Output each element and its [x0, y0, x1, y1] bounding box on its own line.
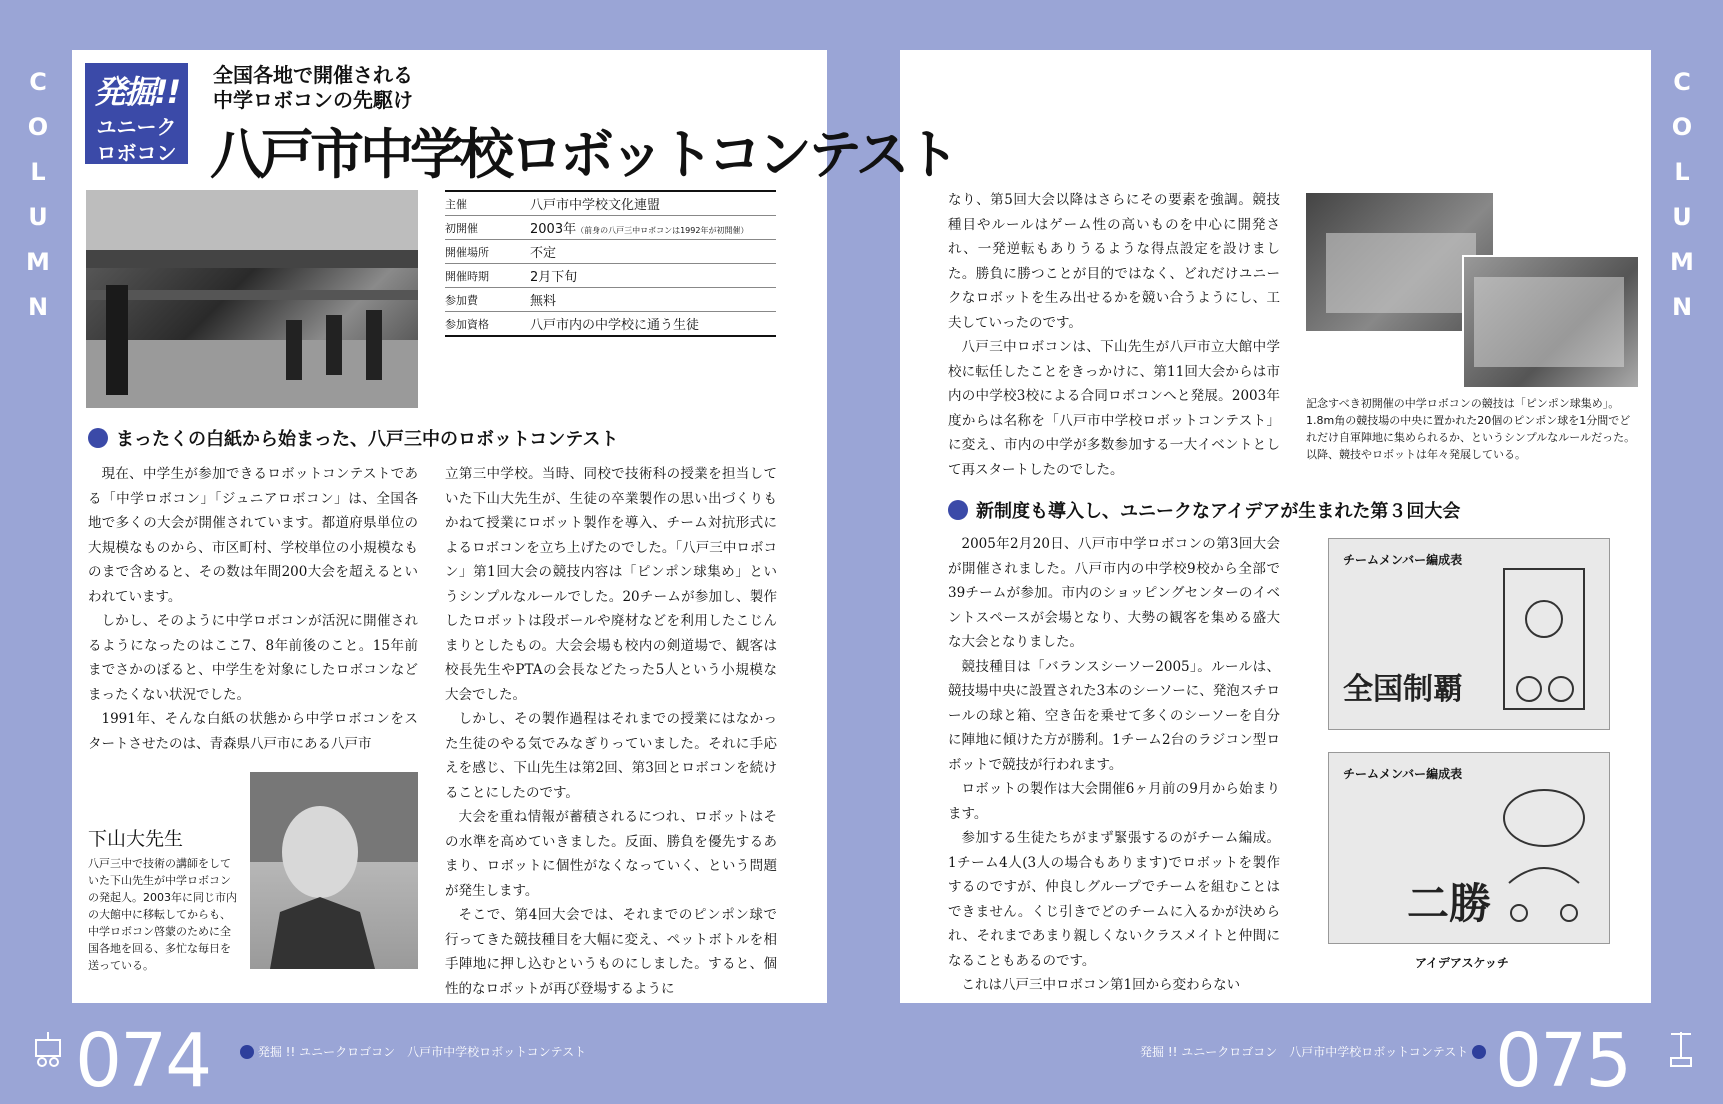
- sidebar-letter: N: [1671, 293, 1693, 321]
- badge-line2b: ロボコン: [96, 141, 177, 165]
- footer-right-text: 発掘 !! ユニークロゴコン 八戸市中学校ロボットコンテスト: [1140, 1045, 1469, 1059]
- info-row: [445, 264, 776, 288]
- bullet-icon: [948, 500, 968, 520]
- teacher-caption: 八戸三中で技術の講師をしていた下山先生が中学ロボコンの発起人。2003年に同じ市内の大館中に移転してからも、中学ロボコン啓蒙のために全国各地を回る、多忙な毎日を送っている。: [88, 857, 237, 972]
- sidebar-letter: U: [1672, 203, 1692, 231]
- idea-sketch-caption: アイデアスケッチ: [1415, 956, 1509, 970]
- info-value: 不定: [530, 240, 776, 264]
- sidebar-letter: C: [1673, 68, 1691, 96]
- info-key: 開催時期: [445, 264, 530, 288]
- section1-col1: [88, 462, 418, 756]
- section1-col2: [445, 462, 777, 1001]
- section1-heading-text: まったくの白紙から始まった、八戸三中のロボットコンテスト: [116, 429, 619, 450]
- subtitle-line2: 中学ロボコンの先駆け: [213, 88, 413, 112]
- contest-venue-photo: [86, 190, 418, 408]
- info-row: [445, 216, 776, 240]
- sidebar-letter: L: [30, 158, 46, 186]
- category-badge: [85, 63, 188, 164]
- idea-sketch-2: [1328, 752, 1610, 944]
- badge-line1: 発掘!!: [93, 73, 180, 111]
- idea-sketch-1: [1328, 538, 1610, 730]
- badge-line2a: ユニーク: [96, 115, 177, 139]
- paragraph: 立第三中学校。当時、同校で技術科の授業を担当していた下山大先生が、生徒の卒業製作の思い出づくりもかねて授業にロボット製作を導入、チーム対抗形式によるロボコンを立ち上げたのでした。「八戸三中ロボコン」第1回大会の競技内容は「ピンポン球集め」というシンプルなルールでした。20チームが参加し、製作したロボットは段ボールや廃材などを利用したこじんまりとしたもの。大会会場も校内の剣道場で、観客は校長先生やPTAの会長などたった5人という小規模な大会でした。: [445, 466, 777, 703]
- paragraph: なり、第5回大会以降はさらにその要素を強調。競技種目やルールはゲーム性の高いものを中心に開発され、一発逆転もありうるような得点設定を設けました。勝負に勝つことが目的ではなく、どれだけユニークなロボットを生み出せるかを競い合うようにし、工夫していったのです。: [948, 192, 1280, 331]
- column-sidebar-left: [18, 60, 58, 330]
- sketch-text: 全国制覇: [1343, 672, 1463, 707]
- robot-arm-icon: [1663, 1028, 1699, 1072]
- info-value: 八戸市内の中学校に通う生徒: [530, 312, 776, 337]
- right-top-text: [948, 188, 1280, 482]
- page-title: 八戸市中学校ロボットコンテスト: [210, 123, 956, 186]
- sketch-sheet-title: チームメンバー編成表: [1343, 553, 1463, 567]
- info-row: [445, 191, 776, 216]
- paragraph: そこで、第4回大会では、それまでのピンポン球で行ってきた競技種目を大幅に変え、ペットボトルを相手陣地に押し込むというものにしました。すると、個性的なロボットが再び登場するように: [445, 907, 777, 997]
- footer-right: [1140, 1043, 1486, 1060]
- paragraph: しかし、その製作過程はそれまでの授業にはなかった生徒のやる気でみなぎりっていました。それに手応えを感じ、下山先生は第2回、第3回とロボコンを続けることにしたのです。: [445, 711, 777, 801]
- sketch-text: 二勝: [1407, 879, 1492, 928]
- paragraph: 現在、中学生が参加できるロボットコンテストである「中学ロボコン」「ジュニアロボコン」は、全国各地で多くの大会が開催されています。都道府県単位の大規模なものから、市区町村、学校単位の小規模なものまで含めると、その数は年間200大会を超えるといわれています。: [88, 466, 418, 605]
- bullet-icon: [88, 428, 108, 448]
- info-row: [445, 312, 776, 337]
- sidebar-letter: M: [26, 248, 50, 276]
- sidebar-letter: C: [29, 68, 47, 96]
- info-value: 八戸市中学校文化連盟: [530, 191, 776, 216]
- sidebar-letter: M: [1670, 248, 1694, 276]
- subtitle: [213, 63, 413, 113]
- footer-dot-icon: [240, 1045, 254, 1059]
- sidebar-letter: U: [28, 203, 48, 231]
- info-key: 開催場所: [445, 240, 530, 264]
- paragraph: 2005年2月20日、八戸市中学ロボコンの第3回大会が開催されました。八戸市内の中学校9校から全部で39チームが参加。市内のショッピングセンターのイベントスペースが会場となり、大勢の観客を集める盛大な大会となりました。: [948, 536, 1280, 650]
- section2-heading-text: 新制度も導入し、ユニークなアイデアが生まれた第３回大会: [976, 501, 1461, 522]
- first-contest-photo-2: [1462, 255, 1640, 389]
- sidebar-letter: N: [27, 293, 49, 321]
- column-sidebar-right: [1662, 60, 1702, 330]
- section2-heading: [948, 497, 1460, 523]
- sidebar-letter: O: [1671, 113, 1693, 141]
- section1-heading: [88, 425, 619, 451]
- event-info-table: [445, 190, 776, 337]
- info-key: 主催: [445, 191, 530, 216]
- subtitle-line1: 全国各地で開催される: [213, 63, 413, 87]
- info-value: 無料: [530, 288, 776, 312]
- footer-left-text: 発掘 !! ユニークロゴコン 八戸市中学校ロボットコンテスト: [257, 1045, 587, 1059]
- info-key: 参加費: [445, 288, 530, 312]
- paragraph: 競技種目は「バランスシーソー2005」。ルールは、競技場中央に設置された3本のシーソーに、発泡スチロールの球と箱、空き缶を乗せて多くのシーソーを自分に陣地に傾けた方が勝利。1チーム2台のラジコン型ロボットで競技が行われます。: [948, 658, 1280, 773]
- section2-text: [948, 532, 1280, 998]
- info-row: [445, 288, 776, 312]
- teacher-portrait-photo: [250, 772, 418, 969]
- footer-dot-icon: [1472, 1045, 1486, 1059]
- sidebar-letter: O: [27, 113, 49, 141]
- first-contest-caption: 記念すべき初開催の中学ロボコンの競技は「ピンポン球集め」。1.8m角の競技場の中央に置かれた20個のピンポン球を1分間でどれだけ自軍陣地に集められるか、というシンプルなルールだった。以降、競技やロボットは年々発展している。: [1306, 397, 1636, 461]
- sketch-sheet-title: チームメンバー編成表: [1343, 767, 1463, 781]
- paragraph: 1991年、そんな白紙の状態から中学ロボコンをスタートさせたのは、青森県八戸市にある八戸市: [88, 711, 418, 752]
- robot-icon: [30, 1030, 66, 1070]
- paragraph: 参加する生徒たちがまず緊張するのがチーム編成。1チーム4人(3人の場合もあります)でロボットを製作するのですが、仲良しグループでチームを組むことはできません。くじ引きでどのチームに入るかが決められ、それまであまり親しくないクラスメイトと仲間になることもあるのです。: [948, 830, 1280, 969]
- page-number-left: 074: [75, 1018, 211, 1104]
- info-key: 初開催: [445, 216, 530, 240]
- page-number-right: 075: [1495, 1018, 1631, 1104]
- info-row: [445, 240, 776, 264]
- paragraph: 八戸三中ロボコンは、下山先生が八戸市立大館中学校に転任したことをきっかけに、第11回大会からは市内の中学校3校による合同ロボコンへと発展。2003年度からは名称を「八戸市中学校ロボットコンテスト」に変え、市内の中学が多数参加する一大イベントとして再スタートしたのでした。: [948, 339, 1280, 478]
- paragraph: これは八戸三中ロボコン第1回から変わらない: [961, 977, 1241, 993]
- info-note: （前身の八戸三中ロボコンは1992年が初開催）: [576, 226, 749, 235]
- paragraph: しかし、そのように中学ロボコンが活況に開催されるようになったのはここ7、8年前後のこと。15年前までさかのぼると、中学生を対象にしたロボコンなどまったくない状況でした。: [88, 613, 418, 703]
- info-value: 2003年: [530, 222, 577, 237]
- footer-left: [240, 1043, 586, 1060]
- sidebar-letter: L: [1674, 158, 1690, 186]
- paragraph: ロボットの製作は大会開催6ヶ月前の9月から始まります。: [948, 781, 1280, 822]
- paragraph: 大会を重ね情報が蓄積されるにつれ、ロボットはその水準を高めていきました。反面、勝負を優先するあまり、ロボットに個性がなくなっていく、という問題が発生します。: [445, 809, 777, 899]
- info-value: 2月下旬: [530, 264, 776, 288]
- teacher-name: 下山大先生: [88, 828, 184, 850]
- info-key: 参加資格: [445, 312, 530, 337]
